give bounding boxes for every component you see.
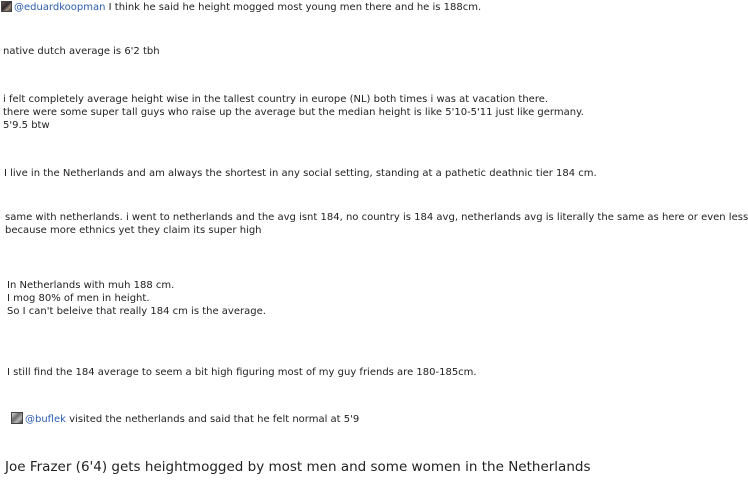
comment-7 — [7, 366, 652, 379]
comment-text: visited the netherlands and said that he felt normal at 5'9 — [65, 414, 360, 425]
comment-2 — [3, 45, 652, 58]
comment-line: So I can't beleive that really 184 cm is the average. — [7, 306, 266, 317]
user-mention-link[interactable]: @eduardkoopman — [14, 2, 106, 13]
comment-line: i felt completely average height wise in the tallest country in europe (NL) both times i was at vacation there. — [3, 94, 549, 105]
comment-line: I still find the 184 average to seem a bit high figuring most of my guy friends are 180-185cm. — [7, 367, 477, 378]
comment-line: I mog 80% of men in height. — [7, 293, 150, 304]
comment-line: In Netherlands with muh 188 cm. — [7, 280, 175, 291]
avatar[interactable] — [11, 412, 23, 424]
user-mention-link[interactable]: @buflek — [25, 414, 66, 425]
comment-8 — [11, 412, 652, 426]
comment-line: because more ethnics yet they claim its super high — [5, 225, 262, 236]
comment-line: 5'9.5 btw — [3, 120, 50, 131]
comment-5 — [5, 211, 748, 237]
comment-3 — [3, 93, 652, 132]
comment-line: same with netherlands. i went to netherlands and the avg isnt 184, no country is 184 avg, netherlands avg is literally the same as here or even less — [5, 212, 748, 223]
comment-line: I live in the Netherlands and am always the shortest in any social setting, standing at a pathetic deathnic tier 184 cm. — [4, 168, 597, 179]
avatar[interactable] — [1, 1, 12, 12]
comment-1 — [1, 1, 652, 14]
thread-headline: Joe Frazer (6'4) gets heightmogged by most men and some women in the Netherlands — [5, 459, 591, 475]
comment-4 — [4, 167, 652, 180]
comment-line: there were some super tall guys who raise up the average but the median height is like 5'10-5'11 just like germany. — [3, 107, 584, 118]
comment-line: native dutch average is 6'2 tbh — [3, 46, 160, 57]
comment-text: I think he said he height mogged most young men there and he is 188cm. — [105, 2, 482, 13]
comment-6 — [7, 279, 652, 318]
